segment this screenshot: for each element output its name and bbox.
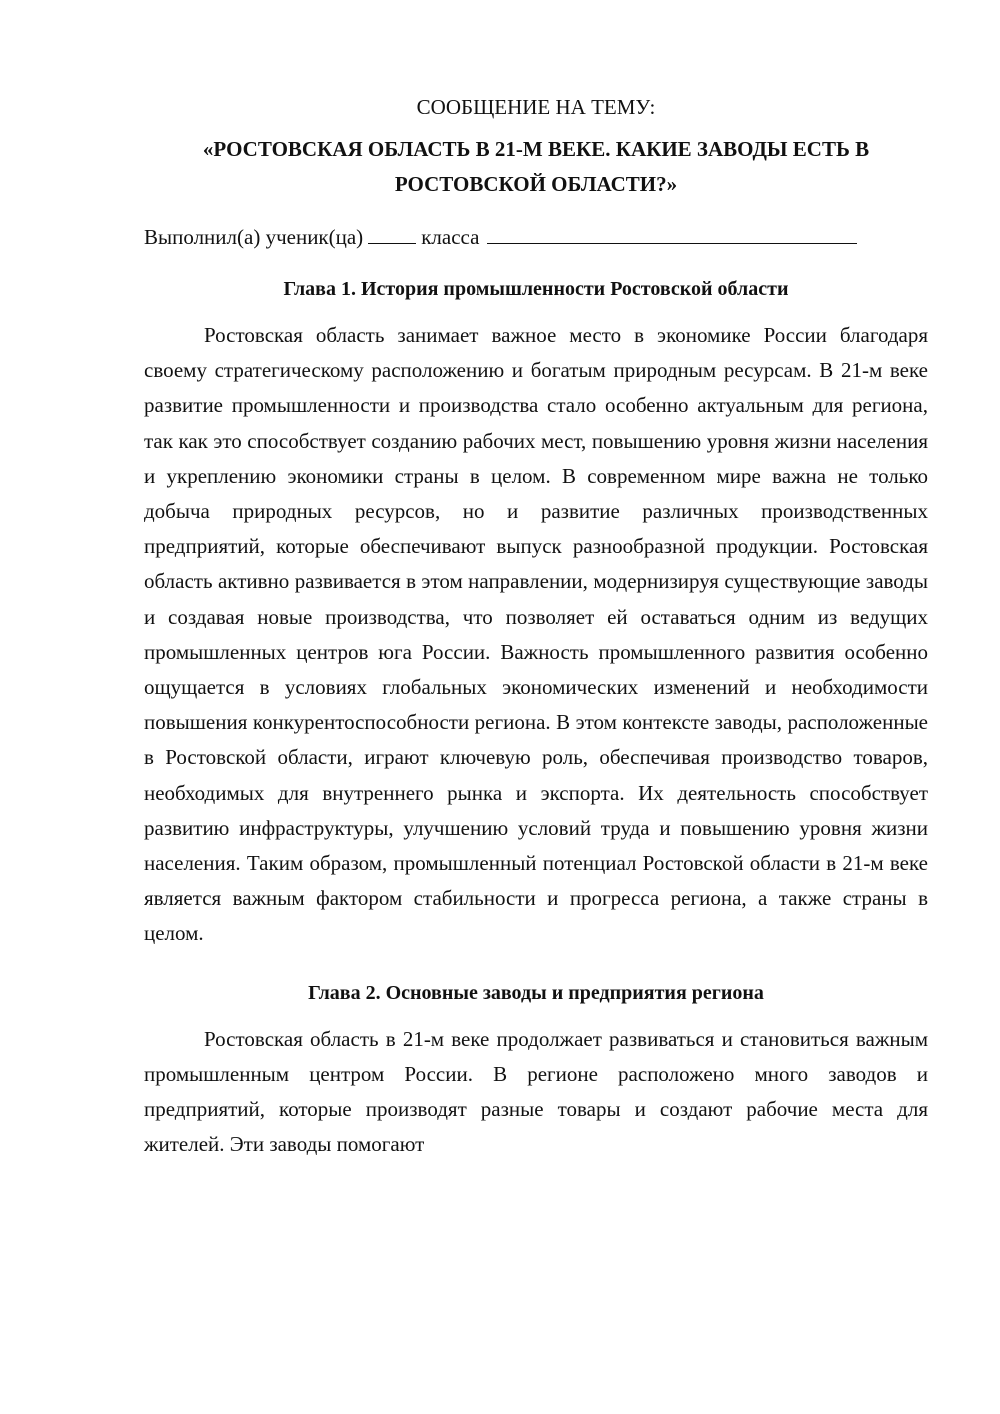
name-blank — [487, 225, 857, 244]
document-header: СООБЩЕНИЕ НА ТЕМУ: — [416, 95, 656, 119]
chapter-2-heading: Глава 2. Основные заводы и предприятия региона — [308, 981, 764, 1004]
grade-blank — [368, 225, 416, 244]
author-label: Выполнил(а) ученик(ца) — [144, 225, 364, 249]
author-line — [144, 222, 928, 252]
document-body — [144, 92, 928, 1162]
chapter-1-paragraph: Ростовская область занимает важное место в экономике России благодаря своему стратегическому расположению и богатым природным ресурсам. В 21-м веке развитие промышленности и производства стало особенно актуальным для региона, так как это способствует созданию рабочих мест, повышению уровня жизни населения и укреплению экономики страны в целом. В современном мире важна не только добыча природных ресурсов, но и развитие различных производственных предприятий, которые обеспечивают выпуск разнообразной продукции. Ростовская область активно развивается в этом направлении, модернизируя существующие заводы и создавая новые производства, что позволяет ей оставаться одним из ведущих промышленных центров юга России. Важность промышленного развития особенно ощущается в условиях глобальных экономических изменений и необходимости повышения конкурентоспособности региона. В этом контексте заводы, расположенные в Ростовской области, играют ключевую роль, обеспечивая производство товаров, необходимых для внутреннего рынка и экспорта. Их деятельность способствует развитию инфраструктуры, улучшению условий труда и повышению уровня жизни населения. Таким образом, промышленный потенциал Ростовской области в 21-м веке является важным фактором стабильности и прогресса региона, а также страны в целом. — [144, 323, 928, 946]
chapter-2-paragraph: Ростовская область в 21-м веке продолжает развиваться и становиться важным промышленным центром России. В регионе расположено много заводов и предприятий, которые производят разные товары и создают рабочие места для жителей. Эти заводы помогают — [144, 1026, 928, 1157]
chapter-1-heading: Глава 1. История промышленности Ростовской области — [283, 278, 789, 300]
document-title: «РОСТОВСКАЯ ОБЛАСТЬ В 21-М ВЕКЕ. КАКИЕ ЗАВОДЫ ЕСТЬ В РОСТОВСКОЙ ОБЛАСТИ?» — [202, 137, 870, 196]
class-label: класса — [421, 225, 480, 249]
